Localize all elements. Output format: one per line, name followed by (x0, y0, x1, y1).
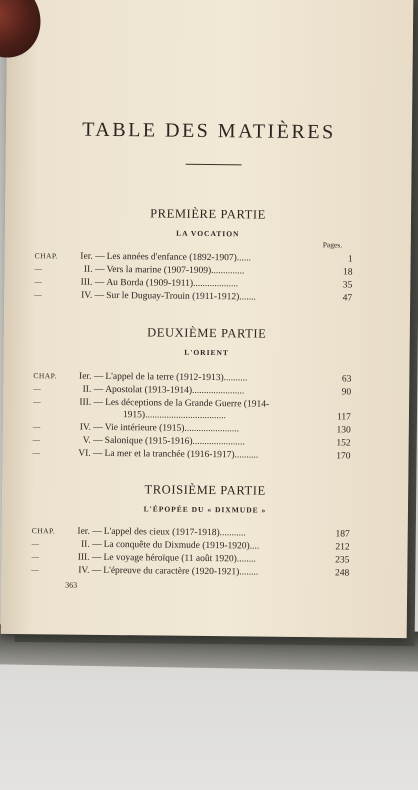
page-number: 117 (336, 412, 351, 423)
chapter-abbrev: — (32, 422, 41, 432)
chapter-title: L'épreuve du caractère (1920-1921)........ (103, 565, 259, 578)
chapter-number: III. — (79, 397, 104, 408)
chapter-number: Ier. — (80, 251, 105, 262)
chapter-abbrev: — (34, 290, 43, 300)
chapter-number: Ier. — (79, 371, 104, 382)
chapter-title: Salonique (1915-1916)...................... (104, 435, 245, 448)
chapter-title: Vie intérieure (1915)....................... (104, 422, 240, 435)
chapter-number: II. — (83, 264, 105, 275)
chapter-number: II. — (80, 539, 102, 550)
chapter-title: 1915).................................. (122, 410, 226, 422)
chapter-title: L'appel de la terre (1912-1913).......... (105, 371, 248, 384)
chapter-abbrev: — (32, 448, 41, 458)
chapter-abbrev: — (33, 397, 42, 407)
folio-number: 363 (65, 580, 78, 590)
chapter-number: III. — (80, 277, 105, 288)
chapter-abbrev: CHAP. (34, 251, 59, 261)
chapter-abbrev: — (34, 277, 43, 287)
page-number: 248 (335, 568, 350, 579)
toc-row (32, 448, 350, 463)
chapter-number: VI. — (78, 448, 103, 459)
chapter-abbrev: CHAP. (33, 371, 57, 381)
toc-row (34, 290, 352, 305)
page-number: 212 (335, 542, 350, 553)
chapter-abbrev: — (33, 384, 42, 394)
part-2-title: DEUXIÈME PARTIE (147, 325, 267, 341)
page-number: 63 (341, 374, 352, 385)
page-number: 1 (347, 254, 353, 265)
chapter-number: IV. — (79, 422, 103, 433)
chapter-abbrev: CHAP. (31, 526, 56, 536)
chapter-title: Le voyage héroïque (11 août 1920)........ (103, 552, 256, 565)
chapter-title: L'appel des cieux (1917-1918)........... (103, 526, 246, 539)
pages-column-label: Pages. (322, 240, 343, 250)
chapter-abbrev: — (31, 565, 40, 575)
part-1-subtitle: LA VOCATION (176, 228, 240, 239)
title-rule (186, 164, 242, 166)
chapter-title: Les années d'enfance (1892-1907)...... (106, 251, 252, 264)
chapter-number: II. — (82, 384, 104, 395)
chapter-number: IV. — (78, 565, 102, 576)
chapter-title: Sur le Duguay-Trouin (1911-1912)....... (106, 290, 256, 303)
part-3-subtitle: L'ÉPOPÉE DU « DIXMUDE » (143, 504, 267, 515)
chapter-abbrev: — (32, 435, 41, 445)
page-number: 235 (335, 555, 350, 566)
part-3-title: TROISIÈME PARTIE (144, 482, 266, 498)
chapter-title: La mer et la tranchée (1916-1917).......... (104, 448, 259, 461)
chapter-number: Ier. — (77, 526, 102, 537)
chapter-title: Vers la marine (1907-1909).............. (106, 264, 245, 277)
chapter-abbrev: — (34, 264, 43, 274)
chapter-number: IV. — (81, 290, 105, 301)
page-number: 18 (342, 267, 353, 278)
chapter-title: La conquête du Dixmude (1919-1920).... (103, 539, 260, 552)
chapter-title: Apostolat (1913-1914)...................... (105, 384, 245, 397)
page-number: 130 (336, 425, 351, 436)
page-number: 170 (336, 451, 351, 462)
page-title: TABLE DES MATIÈRES (82, 118, 336, 144)
toc-row (31, 565, 349, 580)
chapter-number: V. — (82, 435, 103, 446)
page-content (1, 0, 414, 638)
chapter-title: Les déceptions de la Grande Guerre (1914- (105, 397, 270, 410)
chapter-title: Au Borda (1909-1911)................... (106, 277, 239, 290)
page-number: 187 (335, 529, 350, 540)
chapter-abbrev: — (31, 539, 40, 549)
page-number: 90 (341, 387, 352, 398)
part-1-title: PREMIÈRE PARTIE (150, 206, 267, 222)
page-number: 35 (342, 280, 353, 291)
page-number: 152 (336, 438, 351, 449)
chapter-abbrev: — (31, 552, 40, 562)
page-number: 47 (342, 293, 353, 304)
chapter-number: III. — (77, 552, 102, 563)
book-page (1, 0, 414, 638)
part-2-subtitle: L'ORIENT (184, 347, 230, 358)
